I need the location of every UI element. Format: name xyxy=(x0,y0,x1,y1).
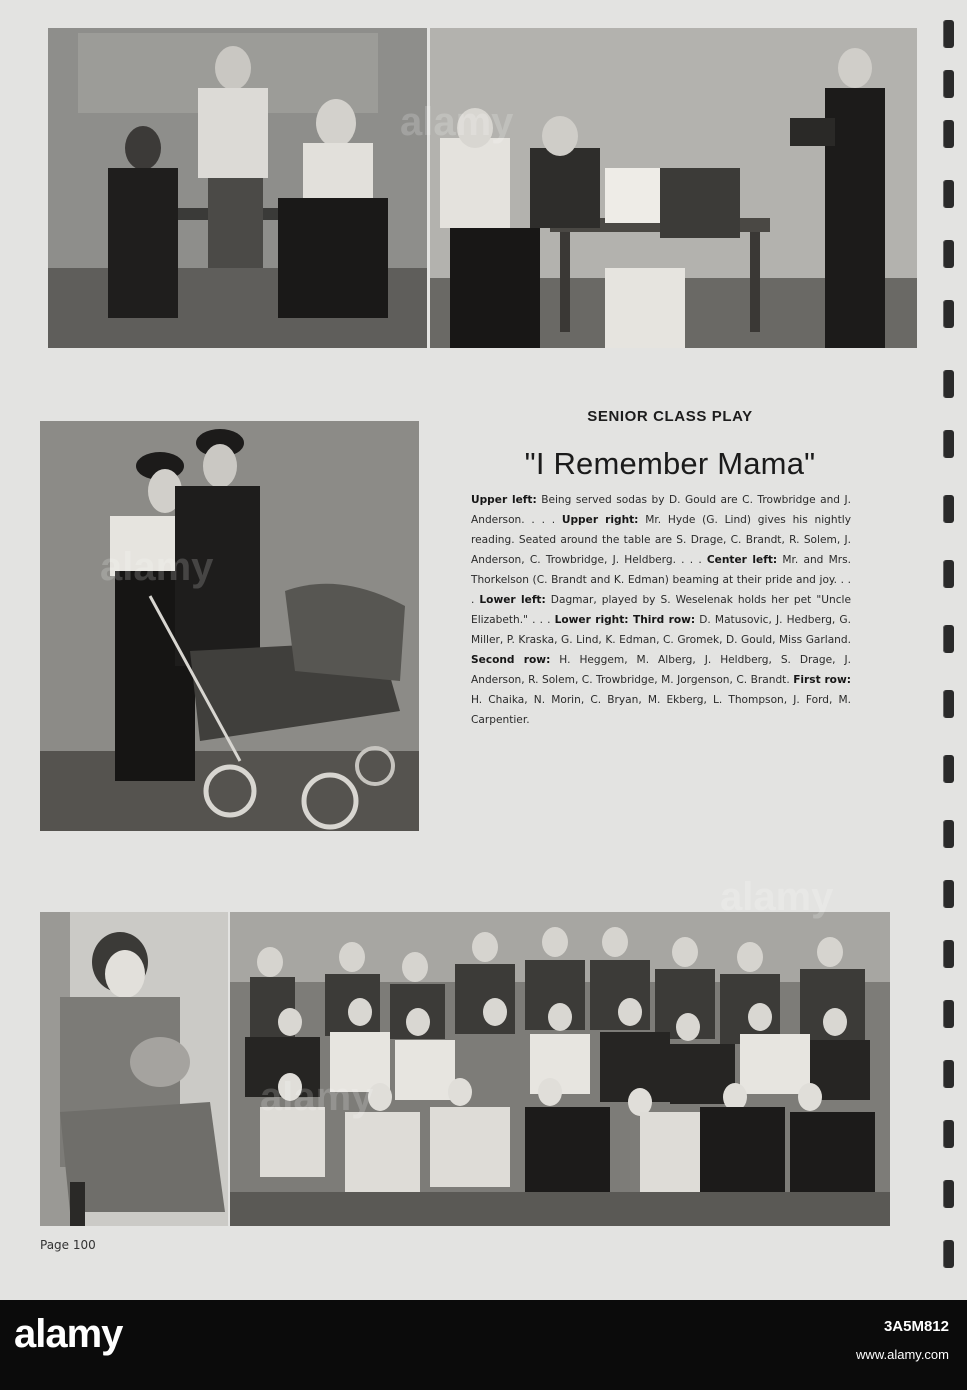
binding-ring xyxy=(943,820,954,848)
caption-text-second-row: H. Heggem, M. Alberg, J. Heldberg, S. Drage, J. Anderson, R. Solem, C. Trowbridge, M. Jorgenson, C. Brandt. xyxy=(471,654,851,686)
binding-ring xyxy=(943,755,954,783)
binding-ring xyxy=(943,880,954,908)
photo-caption xyxy=(471,490,851,730)
caption-text-upper-left: Being served sodas by D. Gould are C. Trowbridge and J. Anderson. . . . xyxy=(471,494,851,526)
binding-ring xyxy=(943,625,954,653)
page-number: Page 100 xyxy=(40,1238,96,1252)
alamy-logo: alamy xyxy=(14,1312,123,1356)
stock-footer-bar xyxy=(0,1300,967,1390)
binding-ring xyxy=(943,240,954,268)
watermark-text: alamy xyxy=(720,875,834,919)
photo-lower-left-girl-with-cat xyxy=(40,912,228,1226)
image-id: 3A5M812 xyxy=(883,1318,949,1335)
play-title: "I Remember Mama" xyxy=(524,446,816,481)
caption-label-second-row: Second row: xyxy=(471,654,551,666)
caption-label-upper-left: Upper left: xyxy=(471,494,537,506)
binding-ring xyxy=(943,560,954,588)
watermark-text: alamy xyxy=(260,1075,374,1119)
caption-label-lower-left: Lower left: xyxy=(479,594,546,606)
caption-label-third-row: Lower right: Third row: xyxy=(554,614,696,626)
binding-ring xyxy=(943,940,954,968)
photo-lower-right-cast-group xyxy=(230,912,890,1226)
binding-ring xyxy=(943,20,954,48)
caption-label-upper-right: Upper right: xyxy=(561,514,639,526)
caption-label-first-row: First row: xyxy=(793,674,851,686)
binding-ring xyxy=(943,1120,954,1148)
binding-ring xyxy=(943,495,954,523)
binding-ring xyxy=(943,1000,954,1028)
site-url[interactable]: www.alamy.com xyxy=(856,1347,949,1362)
binding-ring xyxy=(943,430,954,458)
binding-ring xyxy=(943,120,954,148)
caption-text-lower-left: Dagmar, played by S. Weselenak holds her pet "Uncle Elizabeth." . . . xyxy=(471,594,851,626)
photo-upper-right-reading-scene xyxy=(430,28,917,348)
binding-ring xyxy=(943,300,954,328)
binding-ring xyxy=(943,1240,954,1268)
caption-text-first-row: H. Chaika, N. Morin, C. Bryan, M. Ekberg, L. Thompson, J. Ford, M. Carpentier. xyxy=(471,694,851,726)
binding-ring xyxy=(943,370,954,398)
watermark-text: alamy xyxy=(400,100,514,144)
caption-text-third-row: D. Matusovic, J. Hedberg, G. Miller, P. Kraska, G. Lind, K. Edman, C. Gromek, D. Gould, Miss Garland. xyxy=(471,614,851,646)
binding-ring xyxy=(943,1060,954,1088)
binding-ring xyxy=(943,180,954,208)
watermark-text: alamy xyxy=(100,545,214,589)
photo-upper-left-soda-scene xyxy=(48,28,427,348)
section-title: SENIOR CLASS PLAY xyxy=(587,408,753,425)
caption-text-upper-right: Mr. Hyde (G. Lind) gives his nightly reading. Seated around the table are S. Drage, C. Brandt, R. Solem, J. Anderson, C. Trowbridge, J. Heldberg. . . . xyxy=(471,514,851,566)
binding-ring xyxy=(943,1180,954,1208)
caption-text-center-left: Mr. and Mrs. Thorkelson (C. Brandt and K. Edman) beaming at their pride and joy. . . . xyxy=(471,554,852,606)
binding-ring xyxy=(943,690,954,718)
binding-ring xyxy=(943,70,954,98)
caption-label-center-left: Center left: xyxy=(706,554,778,566)
photo-center-left-baby-carriage xyxy=(40,421,419,831)
